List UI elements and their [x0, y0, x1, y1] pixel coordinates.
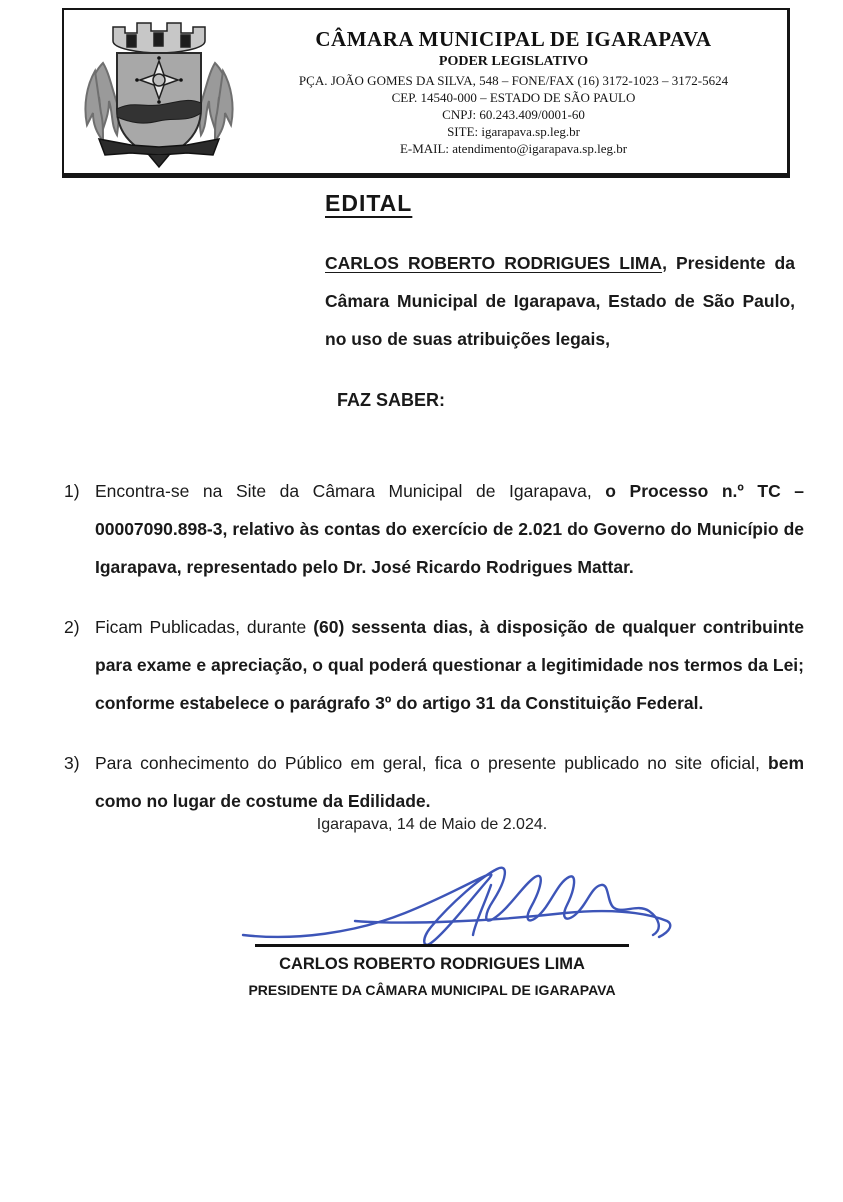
notice-items	[64, 472, 804, 842]
item-text: Para conhecimento do Público em geral, fica o presente publicado no site oficial, bem como no lugar de costume da Edilidade.	[95, 753, 804, 811]
org-cep: CEP. 14540-000 – ESTADO DE SÃO PAULO	[391, 89, 636, 105]
item-text: Encontra-se na Site da Câmara Municipal de Igarapava, o Processo n.º TC – 00007090.898-3, relativo às contas do exercício de 2.021 do Governo do Município de Igarapava, representado pelo Dr. José Ricardo Rodrigues Mattar.	[95, 481, 804, 577]
item-number: 2)	[64, 617, 80, 637]
signature-line	[255, 944, 629, 947]
org-email: E-MAIL: atendimento@igarapava.sp.leg.br	[399, 141, 628, 157]
org-cnpj: CNPJ: 60.243.409/0001-60	[442, 107, 585, 123]
president-name: CARLOS ROBERTO RODRIGUES LIMA	[325, 253, 663, 273]
org-subtitle: PODER LEGISLATIVO	[438, 54, 589, 70]
letterhead	[62, 8, 790, 178]
faz-saber-heading: FAZ SABER:	[337, 390, 445, 410]
item-number: 3)	[64, 753, 80, 773]
notice-item	[64, 744, 804, 820]
coat-of-arms-icon	[73, 13, 245, 171]
page-title: EDITAL	[325, 190, 413, 216]
item-number: 1)	[64, 481, 80, 501]
org-name: CÂMARA MUNICIPAL DE IGARAPAVA	[315, 26, 712, 51]
date-line: Igarapava, 14 de Maio de 2.024.	[316, 816, 548, 833]
intro-rest: , Presidente da Câmara Municipal de Igarapava, Estado de São Paulo, no uso de suas atribuições legais,	[325, 253, 795, 349]
signer-role: PRESIDENTE DA CÂMARA MUNICIPAL DE IGARAPAVA	[248, 982, 616, 998]
signer-name: CARLOS ROBERTO RODRIGUES LIMA	[279, 955, 585, 973]
org-site: SITE: igarapava.sp.leg.br	[447, 124, 580, 140]
coat-of-arms	[64, 10, 254, 173]
letterhead-text	[254, 26, 787, 158]
intro-paragraph	[325, 244, 795, 358]
item-text: Ficam Publicadas, durante (60) sessenta dias, à disposição de qualquer contribuinte para exame e apreciação, o qual poderá questionar a legitimidade nos termos da Lei; conforme estabelece o parágrafo 3º do artigo 31 da Constituição Federal.	[95, 617, 804, 713]
handwritten-signature	[235, 855, 675, 955]
notice-item	[64, 472, 804, 586]
org-address: PÇA. JOÃO GOMES DA SILVA, 548 – FONE/FAX (16) 3172-1023 – 3172-5624	[298, 72, 729, 88]
notice-item	[64, 608, 804, 722]
